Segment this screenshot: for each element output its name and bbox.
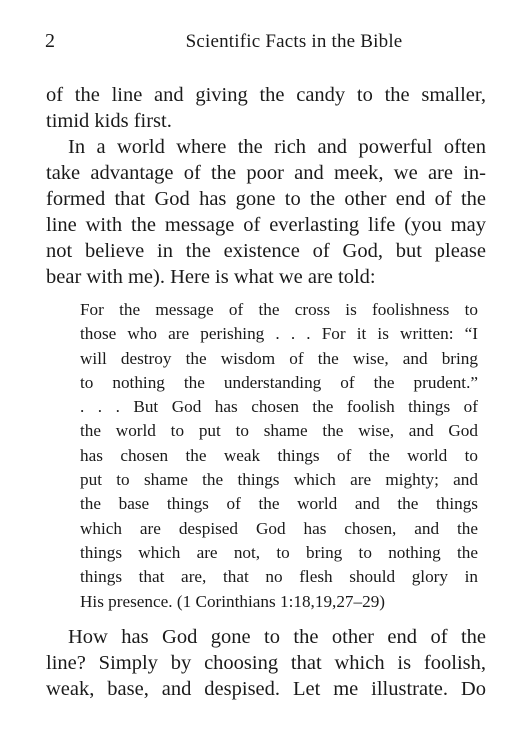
paragraph-line: line with the message of everlasting life (you may	[46, 214, 486, 236]
quote-line: put to shame the things which are mighty; and	[80, 470, 478, 490]
body-text-top	[46, 82, 486, 290]
page-number: 2	[45, 30, 55, 52]
quote-line: has chosen the weak things of the world to	[80, 445, 478, 465]
quote-line: things that are, that no flesh should glory in	[80, 567, 478, 587]
quote-line: For the message of the cross is foolishness to	[80, 300, 478, 319]
page-header	[44, 30, 486, 56]
running-title: Scientific Facts in the Bible	[185, 31, 403, 52]
paragraph-line: timid kids first.	[46, 110, 172, 132]
quote-line: will destroy the wisdom of the wise, and bring	[80, 348, 478, 368]
quote-line: those who are perishing . . . For it is written: “I	[80, 324, 478, 344]
paragraph-line: formed that God has gone to the other end of the	[46, 188, 486, 210]
quote-line: to nothing the understanding of the prudent.”	[80, 372, 478, 392]
quote-line: the base things of the world and the things	[80, 494, 478, 514]
paragraph-line: line? Simply by choosing that which is foolish,	[46, 652, 486, 674]
paragraph-line: How has God gone to the other end of the	[68, 626, 486, 648]
block-quote	[80, 298, 478, 614]
quote-line: things which are not, to bring to nothing the	[80, 542, 478, 562]
quote-line: which are despised God has chosen, and the	[80, 518, 478, 538]
quote-line: His presence. (1 Corinthians 1:18,19,27–29)	[80, 591, 386, 611]
paragraph-line: bear with me). Here is what we are told:	[46, 266, 376, 288]
body-text-bottom	[46, 624, 486, 702]
quote-line: the world to put to shame the wise, and God	[80, 421, 478, 441]
quote-line: . . . But God has chosen the foolish things of	[80, 397, 478, 417]
paragraph-line: of the line and giving the candy to the smaller,	[46, 84, 486, 106]
paragraph-line: not believe in the existence of God, but please	[46, 240, 486, 262]
paragraph-line: In a world where the rich and powerful often	[68, 136, 486, 158]
paragraph-line: weak, base, and despised. Let me illustrate. Do	[46, 678, 486, 700]
paragraph-line: take advantage of the poor and meek, we are in-	[46, 162, 486, 184]
